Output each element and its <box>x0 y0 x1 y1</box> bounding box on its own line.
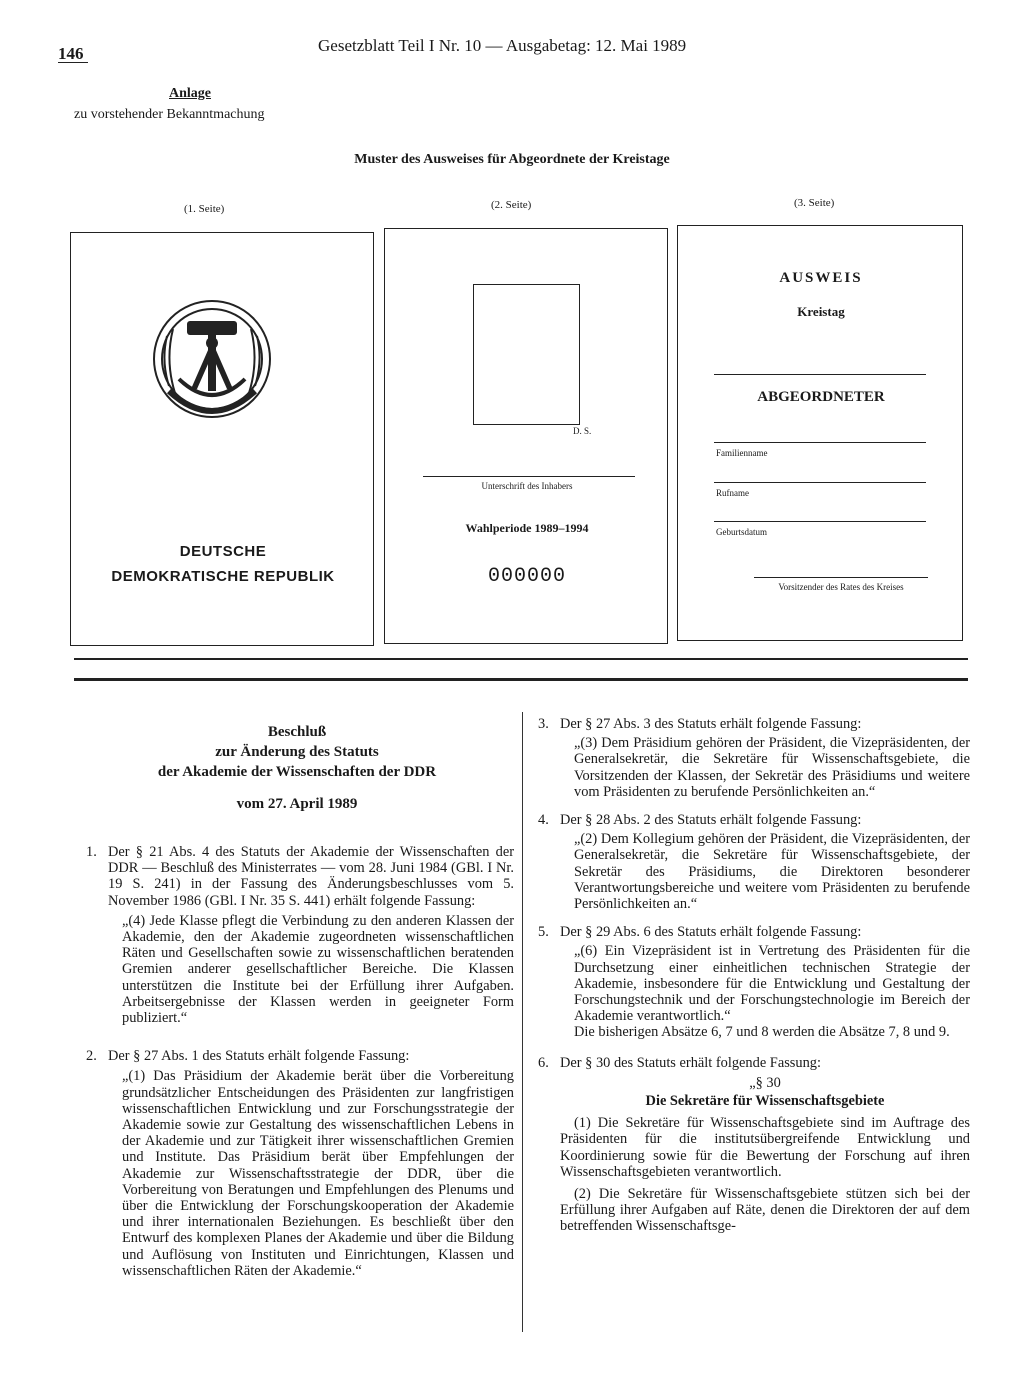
id-subtitle: Kreistag <box>797 304 845 319</box>
panel1-front-cover <box>70 232 374 646</box>
panel2-inner-left <box>384 228 668 644</box>
item-quote: „(6) Ein Vizepräsident ist in Vertretung des Präsidenten für die Durchsetzung einer einheitlichen technischen Strategie der Akademie, insbesondere für die Entwicklung und Gestaltung der Forschungstechnik und der Forschungstechnologie im Bereich der Akademie verantwortlich.“ <box>574 943 970 1025</box>
decision-title <box>80 722 514 814</box>
item-quote: „(3) Dem Präsidium gehören der Präsident, die Vizepräsidenten, der Generalsekretär, die Sekretäre für Wissenschaftsgebiete, die Vorsitzenden der Klassen, der Sekretär des Präsidiums und weitere vom Präsidenten zu berufende Persönlichkeiten an.“ <box>574 735 970 800</box>
item-text: Der § 27 Abs. 1 des Statuts erhält folgende Fassung: <box>108 1048 410 1065</box>
field1-label: Familienname <box>716 448 768 458</box>
panel3-label: (3. Seite) <box>794 197 835 209</box>
field3-label: Geburtsdatum <box>716 527 767 537</box>
annex-title: Anlage <box>169 86 211 101</box>
field2-label: Rufname <box>716 488 749 498</box>
photo-placeholder <box>473 284 580 425</box>
panel2-label: (2. Seite) <box>491 199 532 211</box>
page-number: 146 <box>58 44 84 63</box>
decision-title-line1: Beschluß <box>267 724 327 740</box>
item-quote: „(1) Das Präsidium der Akademie berät über die Vorbereitung grundsätzlicher Entscheidungen des Präsidenten zur langfristigen wissenschaftlichen Entwicklung und zur Forschungsstrategie der Akademie sowie zur Gestaltung des wissenschaftlichen Lebens in der Akademie und zur Tätigkeit ihrer wissenschaftlichen Gremien und Institute. Das Präsidium berät über Empfehlungen der Akademie zur Wissenschaftsstrategie der DDR, über die Vorbereitung von Beratungen und Empfehlungen des Plenums und über die Entwicklung der Forschungskooperation der Akademie und ihrer internationalen Beziehungen. Es beschließt über den Entwurf des komplexen Planes der Akademie und über die Bildung und Auflösung von Instituten und Einrichtungen, Klassen und wissenschaftlichen Räten der Akademie.“ <box>122 1068 514 1279</box>
item-text: Der § 21 Abs. 4 des Statuts der Akademie der Wissenschaften der DDR — Beschluß des Ministerrates — vom 28. Juni 1984 (GBl. I Nr. 19 S. 241) in der Fassung des Änderungsbeschlusses vom 5. November 1986 (GBl. I Nr. 35 S. 441) erhält folgende Fassung: <box>108 844 514 909</box>
serial-number: 000000 <box>487 565 566 588</box>
item-note: Die bisherigen Absätze 6, 7 und 8 werden die Absätze 7, 8 und 9. <box>574 1024 950 1041</box>
list-item <box>80 1048 514 1279</box>
figure-heading: Muster des Ausweises für Abgeordnete der Kreistage <box>354 152 670 167</box>
section-paragraph-2: (2) Die Sekretäre für Wissenschaftsgebiete stützen sich bei der Erfüllung ihrer Aufgaben auf Räte, denen die Direktoren der auf dem betreffenden Wissenschaftsge- <box>560 1186 970 1235</box>
item-text: Der § 29 Abs. 6 des Statuts erhält folgende Fassung: <box>560 924 862 941</box>
chair-signature-line <box>754 577 928 578</box>
state-emblem-icon <box>147 281 277 431</box>
field3-line <box>714 521 926 522</box>
figure-bottom-rule <box>74 658 968 660</box>
list-item <box>532 812 970 912</box>
id-role: ABGEORDNETER <box>757 389 885 405</box>
section-paragraph-1: (1) Die Sekretäre für Wissenschaftsgebiete sind im Auftrage des Präsidenten für die institutsübergreifende Entwicklung und Koordinierung sowie für die Bewertung der Forschung auf ihren Wissenschaftsgebieten verantwortlich. <box>560 1115 970 1180</box>
signature-line <box>423 476 635 477</box>
running-title: Gesetzblatt Teil I Nr. 10 — Ausgabetag: 12. Mai 1989 <box>318 36 687 55</box>
item-number: 2. <box>86 1048 97 1065</box>
header-rule <box>58 62 88 63</box>
section-number: „§ 30 <box>749 1074 781 1091</box>
chair-signature-label: Vorsitzender des Rates des Kreises <box>778 582 904 592</box>
country-name-line1: DEUTSCHE <box>179 543 267 560</box>
section-top-rule <box>74 678 968 681</box>
country-name-line2: DEMOKRATISCHE REPUBLIK <box>111 568 335 585</box>
item-number: 6. <box>538 1054 549 1071</box>
signature-label: Unterschrift des Inhabers <box>481 481 573 491</box>
decision-title-line3: der Akademie der Wissenschaften der DDR <box>157 764 437 780</box>
item-text: Der § 28 Abs. 2 des Statuts erhält folgende Fassung: <box>560 812 862 829</box>
item-number: 3. <box>538 716 549 732</box>
column-divider <box>522 712 523 1332</box>
item-text: Der § 30 des Statuts erhält folgende Fassung: <box>560 1054 821 1071</box>
divider-line <box>714 374 926 375</box>
photo-caption: D. S. <box>573 426 592 436</box>
field1-line <box>714 442 926 443</box>
item-quote: „(4) Jede Klasse pflegt die Verbindung zu den anderen Klassen der Akademie, den der Akademie zugeordneten wissenschaftlichen Räten und Gesellschaften sowie zu wissenschaftlichen beratenden Gremien anderer gesellschaftlicher Bereiche. Die Klassen unterstützen die Institute bei der Erfüllung ihrer Aufgaben. Arbeitsergebnisse der Klassen werden in geeigneter Form publiziert.“ <box>122 912 514 1027</box>
list-item <box>532 924 970 1040</box>
section-title: Die Sekretäre für Wissenschaftsgebiete <box>645 1093 885 1110</box>
list-item <box>532 1055 970 1235</box>
annex-subtitle: zu vorstehender Bekanntmachung <box>74 107 265 122</box>
list-item <box>532 716 970 800</box>
list-item <box>80 844 514 1026</box>
term-period: Wahlperiode 1989–1994 <box>465 521 589 535</box>
decision-title-line2: zur Änderung des Statuts <box>215 744 379 760</box>
item-quote: „(2) Dem Kollegium gehören der Präsident, die Vizepräsidenten, der Generalsekretär, die Sekretäre für Wissenschaftsgebiete, der Sekretär des Präsidiums, die Direktoren besonderer Verantwortungsbereiche und weitere vom Präsidenten zu berufende Persönlichkeiten an.“ <box>574 831 970 913</box>
panel3-inner-right <box>677 225 963 641</box>
item-text: Der § 27 Abs. 3 des Statuts erhält folgende Fassung: <box>560 716 862 732</box>
item-number: 4. <box>538 812 549 829</box>
panel1-label: (1. Seite) <box>184 203 225 215</box>
item-number: 1. <box>86 844 97 860</box>
decision-date: vom 27. April 1989 <box>236 796 358 812</box>
left-column <box>80 722 514 1291</box>
id-title: AUSWEIS <box>779 270 863 286</box>
item-number: 5. <box>538 924 549 941</box>
right-column <box>532 716 970 1247</box>
field2-line <box>714 482 926 483</box>
